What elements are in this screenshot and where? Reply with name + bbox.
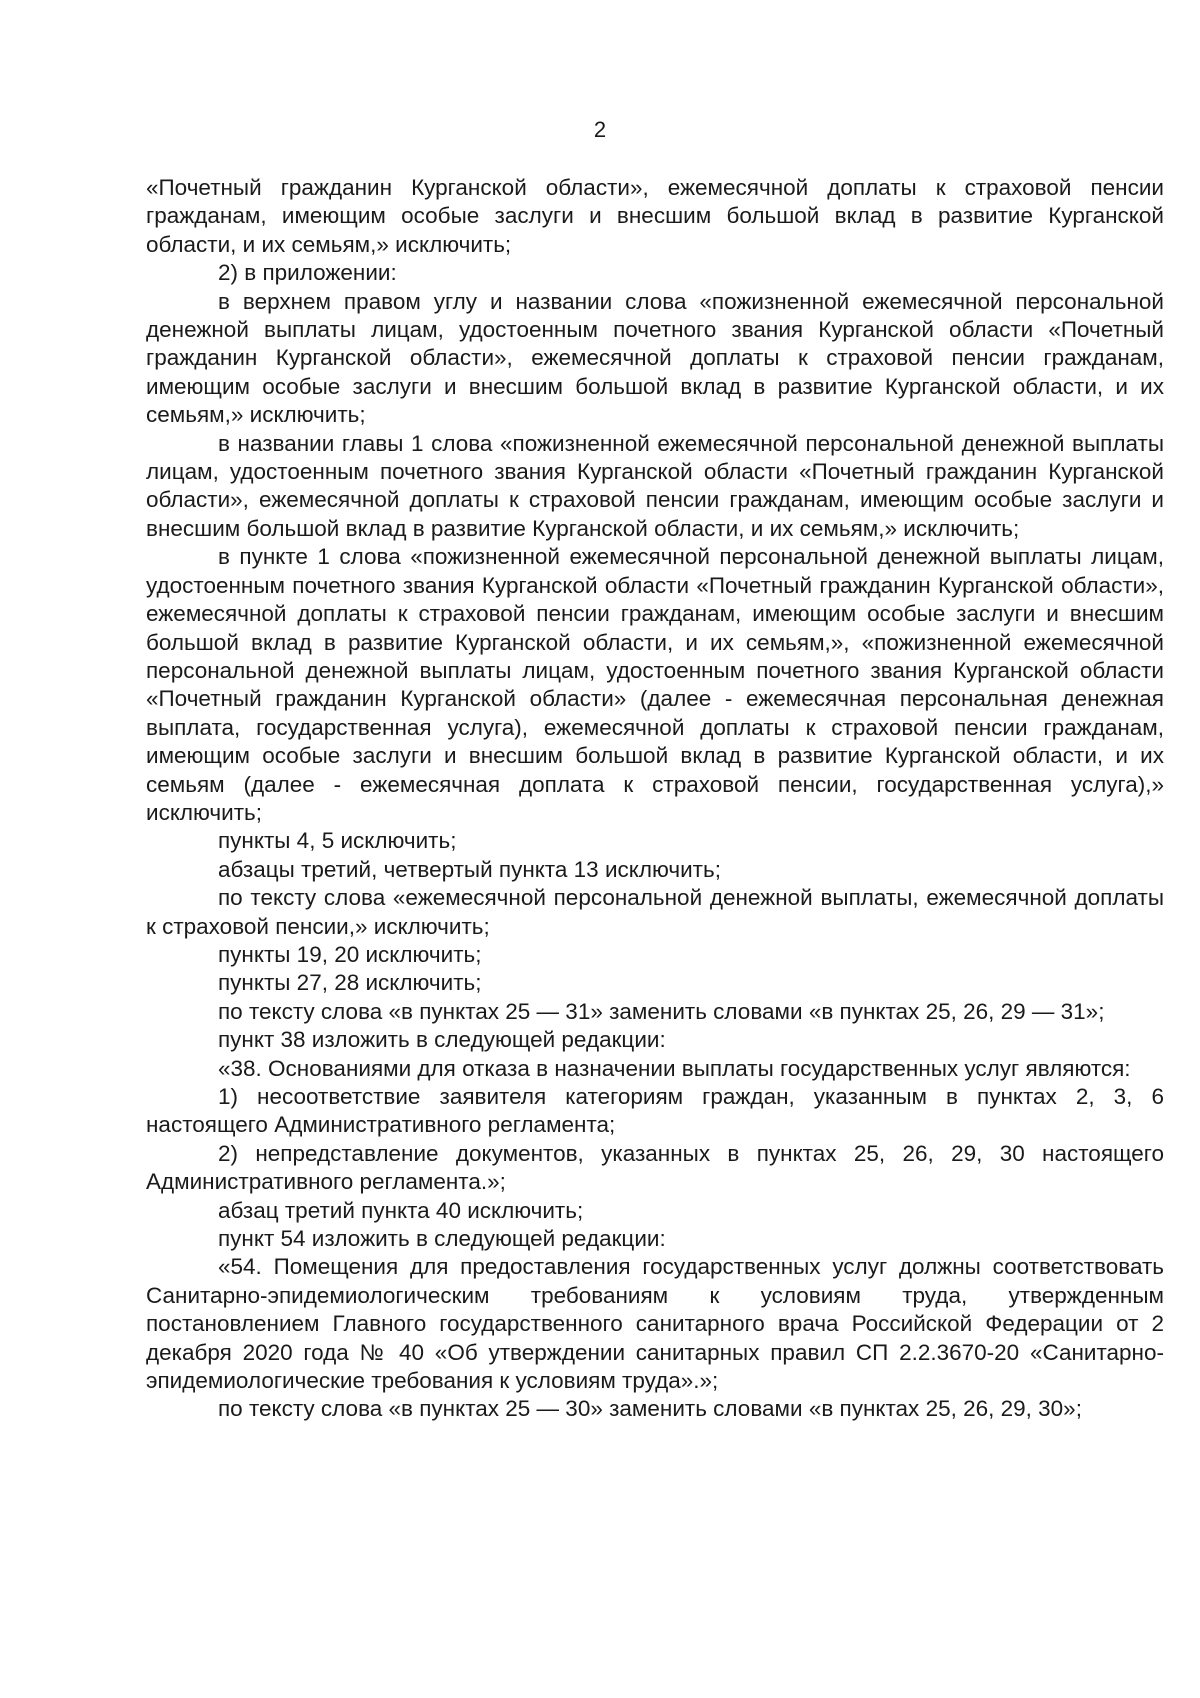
paragraph: пункты 19, 20 исключить; [218,941,482,967]
paragraph: в пункте 1 слова «пожизненной ежемесячной персональной денежной выплаты лицам, удостоенным почетного звания Курганской области «Почетный гражданин Курганской области», ежемесячной доплаты к страховой пенсии гражданам, имеющим особые заслуги и внесшим большой вклад в развитие Курганской области, и их семьям,», «пожизненной ежемесячной персональной денежной выплаты лицам, удостоенным почетного звания Курганской области «Почетный гражданин Курганской области» (далее - ежемесячная персональная денежная выплата, государственная услуга), ежемесячной доплаты к страховой пенсии гражданам, имеющим особые заслуги и внесшим большой вклад в развитие Курганской области, и их семьям (далее - ежемесячная доплата к страховой пенсии, государственная услуга),» исключить; [146,544,1164,825]
paragraph: пункт 54 изложить в следующей редакции: [218,1226,666,1252]
paragraph: 2) непредставление документов, указанных в пунктах 25, 26, 29, 30 настоящего Административного регламента.»; [146,1140,1164,1195]
paragraph: по тексту слова «в пунктах 25 — 31» заменить словами «в пунктах 25, 26, 29 — 31»; [218,998,1105,1024]
paragraph: абзацы третий, четвертый пункта 13 исключить; [218,856,721,882]
paragraph: 2) в приложении: [218,260,397,286]
paragraph: 1) несоответствие заявителя категориям граждан, указанным в пунктах 2, 3, 6 настоящего Административного регламента; [146,1084,1164,1138]
paragraph: «54. Помещения для предоставления государственных услуг должны соответствовать Санитарно-эпидемиологическим требованиям к условиям труда, утвержденным постановлением Главного государственного санитарного врача Российской Федерации от 2 декабря 2020 года № 40 «Об утверждении санитарных правил СП 2.2.3670-20 «Санитарно-эпидемиологические требования к условиям труда».»; [146,1254,1164,1394]
paragraph: «38. Основаниями для отказа в назначении выплаты государственных услуг являются: [218,1055,1131,1081]
page-number: 2 [593,117,607,142]
paragraph: по тексту слова «ежемесячной персональной денежной выплаты, ежемесячной доплаты к страховой пенсии,» исключить; [146,885,1164,939]
paragraph: абзац третий пункта 40 исключить; [218,1197,584,1223]
paragraph: пункты 4, 5 исключить; [218,828,457,854]
document-body [146,174,1164,1424]
paragraph: в названии главы 1 слова «пожизненной ежемесячной персональной денежной выплаты лицам, удостоенным почетного звания Курганской области «Почетный гражданин Курганской области», ежемесячной доплаты к страховой пенсии гражданам, имеющим особые заслуги и внесшим большой вклад в развитие Курганской области, и их семьям,» исключить; [146,430,1164,541]
paragraph: пункты 27, 28 исключить; [218,970,482,996]
paragraph: пункт 38 изложить в следующей редакции: [218,1027,666,1053]
paragraph: «Почетный гражданин Курганской области», ежемесячной доплаты к страховой пенсии гражданам, имеющим особые заслуги и внесшим большой вклад в развитие Курганской области, и их семьям,» исключить; [146,175,1164,257]
paragraph: по тексту слова «в пунктах 25 — 30» заменить словами «в пунктах 25, 26, 29, 30»; [218,1396,1082,1422]
paragraph: в верхнем правом углу и названии слова «пожизненной ежемесячной персональной денежной выплаты лицам, удостоенным почетного звания Курганской области «Почетный гражданин Курганской области», ежемесячной доплаты к страховой пенсии гражданам, имеющим особые заслуги и внесшим большой вклад в развитие Курганской области, и их семьям,» исключить; [146,288,1164,428]
